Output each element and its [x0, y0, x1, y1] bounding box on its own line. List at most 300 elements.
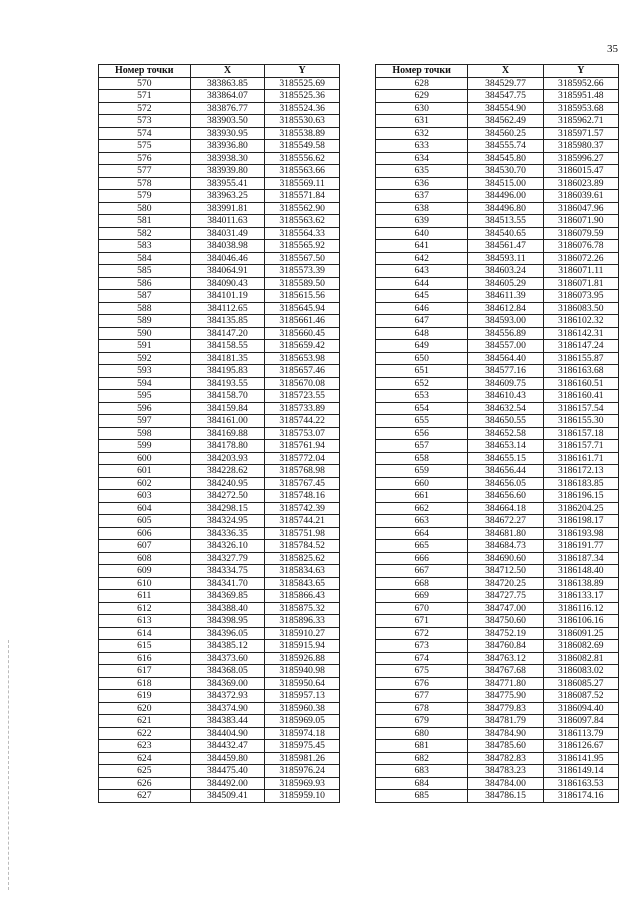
point-number-cell: 587	[99, 290, 191, 303]
point-number-cell: 596	[99, 402, 191, 415]
point-number-cell: 659	[376, 465, 468, 478]
x-coordinate-cell: 384747.00	[468, 602, 543, 615]
point-number-cell: 595	[99, 390, 191, 403]
point-number-cell: 572	[99, 102, 191, 115]
y-coordinate-cell: 3185562.90	[265, 202, 340, 215]
point-number-cell: 679	[376, 715, 468, 728]
table-row	[376, 302, 619, 315]
x-coordinate-cell: 384161.00	[190, 415, 265, 428]
table-row	[99, 215, 340, 228]
x-coordinate-cell: 384372.93	[190, 690, 265, 703]
point-number-cell: 682	[376, 752, 468, 765]
point-number-cell: 640	[376, 227, 468, 240]
point-number-cell: 581	[99, 215, 191, 228]
table-row	[376, 677, 619, 690]
point-number-cell: 584	[99, 252, 191, 265]
x-coordinate-cell: 384324.95	[190, 515, 265, 528]
y-coordinate-cell: 3185563.62	[265, 215, 340, 228]
y-coordinate-cell: 3185969.05	[265, 715, 340, 728]
x-coordinate-cell: 384656.44	[468, 465, 543, 478]
x-coordinate-cell: 384031.49	[190, 227, 265, 240]
point-number-cell: 683	[376, 765, 468, 778]
y-coordinate-cell: 3185953.68	[543, 102, 618, 115]
header-y: Y	[543, 65, 618, 78]
x-coordinate-cell: 384557.00	[468, 340, 543, 353]
y-coordinate-cell: 3185753.07	[265, 427, 340, 440]
y-coordinate-cell: 3185645.94	[265, 302, 340, 315]
y-coordinate-cell: 3185573.39	[265, 265, 340, 278]
x-coordinate-cell: 384781.79	[468, 715, 543, 728]
point-number-cell: 582	[99, 227, 191, 240]
y-coordinate-cell: 3185866.43	[265, 590, 340, 603]
x-coordinate-cell: 384159.84	[190, 402, 265, 415]
x-coordinate-cell: 384603.24	[468, 265, 543, 278]
y-coordinate-cell: 3185915.94	[265, 640, 340, 653]
table-row	[376, 752, 619, 765]
point-number-cell: 607	[99, 540, 191, 553]
y-coordinate-cell: 3185670.08	[265, 377, 340, 390]
x-coordinate-cell: 384547.75	[468, 90, 543, 103]
table-row	[376, 452, 619, 465]
table-row	[376, 252, 619, 265]
x-coordinate-cell: 384545.80	[468, 152, 543, 165]
y-coordinate-cell: 3186083.50	[543, 302, 618, 315]
x-coordinate-cell: 384038.98	[190, 240, 265, 253]
table-row	[376, 702, 619, 715]
y-coordinate-cell: 3186161.71	[543, 452, 618, 465]
y-coordinate-cell: 3186187.34	[543, 552, 618, 565]
y-coordinate-cell: 3185825.62	[265, 552, 340, 565]
point-number-cell: 630	[376, 102, 468, 115]
x-coordinate-cell: 384475.40	[190, 765, 265, 778]
y-coordinate-cell: 3186147.24	[543, 340, 618, 353]
point-number-cell: 635	[376, 165, 468, 178]
table-row	[376, 440, 619, 453]
x-coordinate-cell: 384653.14	[468, 440, 543, 453]
table-row	[99, 502, 340, 515]
x-coordinate-cell: 384298.15	[190, 502, 265, 515]
x-coordinate-cell: 384195.83	[190, 365, 265, 378]
x-coordinate-cell: 384561.47	[468, 240, 543, 253]
y-coordinate-cell: 3185975.45	[265, 740, 340, 753]
point-number-cell: 612	[99, 602, 191, 615]
table-row	[376, 152, 619, 165]
y-coordinate-cell: 3186102.32	[543, 315, 618, 328]
point-number-cell: 628	[376, 77, 468, 90]
table-row	[376, 427, 619, 440]
y-coordinate-cell: 3186082.69	[543, 640, 618, 653]
y-coordinate-cell: 3185525.69	[265, 77, 340, 90]
header-point-number: Номер точки	[376, 65, 468, 78]
x-coordinate-cell: 384135.85	[190, 315, 265, 328]
table-row	[99, 777, 340, 790]
point-number-cell: 625	[99, 765, 191, 778]
x-coordinate-cell: 383864.07	[190, 90, 265, 103]
table-row	[376, 365, 619, 378]
point-number-cell: 654	[376, 402, 468, 415]
table-row	[376, 140, 619, 153]
table-row	[99, 590, 340, 603]
x-coordinate-cell: 384459.80	[190, 752, 265, 765]
point-number-cell: 648	[376, 327, 468, 340]
y-coordinate-cell: 3185589.50	[265, 277, 340, 290]
table-row	[376, 227, 619, 240]
x-coordinate-cell: 384090.43	[190, 277, 265, 290]
x-coordinate-cell: 384775.90	[468, 690, 543, 703]
x-coordinate-cell: 384540.65	[468, 227, 543, 240]
point-number-cell: 646	[376, 302, 468, 315]
x-coordinate-cell: 383963.25	[190, 190, 265, 203]
x-coordinate-cell: 384398.95	[190, 615, 265, 628]
table-row	[376, 665, 619, 678]
table-row	[376, 277, 619, 290]
header-point-number: Номер точки	[99, 65, 191, 78]
table-row	[99, 765, 340, 778]
y-coordinate-cell: 3185981.26	[265, 752, 340, 765]
table-row	[376, 102, 619, 115]
y-coordinate-cell: 3186079.59	[543, 227, 618, 240]
point-number-cell: 652	[376, 377, 468, 390]
point-number-cell: 589	[99, 315, 191, 328]
point-number-cell: 639	[376, 215, 468, 228]
table-row	[99, 102, 340, 115]
table-row	[376, 265, 619, 278]
table-body-left	[99, 77, 340, 802]
point-number-cell: 618	[99, 677, 191, 690]
page-number: 35	[607, 43, 618, 55]
x-coordinate-cell: 384193.55	[190, 377, 265, 390]
table-row	[99, 665, 340, 678]
table-row	[99, 177, 340, 190]
table-row	[376, 652, 619, 665]
y-coordinate-cell: 3185910.27	[265, 627, 340, 640]
x-coordinate-cell: 384610.43	[468, 390, 543, 403]
y-coordinate-cell: 3185564.33	[265, 227, 340, 240]
x-coordinate-cell: 384650.55	[468, 415, 543, 428]
table-row	[99, 315, 340, 328]
point-number-cell: 669	[376, 590, 468, 603]
y-coordinate-cell: 3185569.11	[265, 177, 340, 190]
x-coordinate-cell: 384496.00	[468, 190, 543, 203]
x-coordinate-cell: 384336.35	[190, 527, 265, 540]
point-number-cell: 608	[99, 552, 191, 565]
point-number-cell: 583	[99, 240, 191, 253]
table-row	[99, 377, 340, 390]
table-row	[99, 190, 340, 203]
y-coordinate-cell: 3185980.37	[543, 140, 618, 153]
table-row	[376, 502, 619, 515]
table-row	[376, 340, 619, 353]
table-row	[99, 252, 340, 265]
x-coordinate-cell: 384112.65	[190, 302, 265, 315]
point-number-cell: 605	[99, 515, 191, 528]
y-coordinate-cell: 3185996.27	[543, 152, 618, 165]
x-coordinate-cell: 384564.40	[468, 352, 543, 365]
x-coordinate-cell: 384632.54	[468, 402, 543, 415]
x-coordinate-cell: 384555.74	[468, 140, 543, 153]
point-number-cell: 619	[99, 690, 191, 703]
y-coordinate-cell: 3186160.51	[543, 377, 618, 390]
x-coordinate-cell: 384334.75	[190, 565, 265, 578]
x-coordinate-cell: 384684.73	[468, 540, 543, 553]
x-coordinate-cell: 384712.50	[468, 565, 543, 578]
table-row	[99, 340, 340, 353]
table-row	[99, 790, 340, 803]
point-number-cell: 631	[376, 115, 468, 128]
point-number-cell: 593	[99, 365, 191, 378]
y-coordinate-cell: 3186172.13	[543, 465, 618, 478]
table-row	[99, 452, 340, 465]
x-coordinate-cell: 383863.85	[190, 77, 265, 90]
x-coordinate-cell: 384727.75	[468, 590, 543, 603]
point-number-cell: 633	[376, 140, 468, 153]
x-coordinate-cell: 384767.68	[468, 665, 543, 678]
point-number-cell: 603	[99, 490, 191, 503]
point-number-cell: 650	[376, 352, 468, 365]
x-coordinate-cell: 384496.80	[468, 202, 543, 215]
x-coordinate-cell: 384611.39	[468, 290, 543, 303]
table-row	[99, 690, 340, 703]
point-number-cell: 658	[376, 452, 468, 465]
x-coordinate-cell: 384760.84	[468, 640, 543, 653]
point-number-cell: 666	[376, 552, 468, 565]
table-row	[99, 152, 340, 165]
y-coordinate-cell: 3186183.85	[543, 477, 618, 490]
x-coordinate-cell: 384752.19	[468, 627, 543, 640]
x-coordinate-cell: 384326.10	[190, 540, 265, 553]
table-row	[376, 390, 619, 403]
table-row	[376, 190, 619, 203]
x-coordinate-cell: 384158.55	[190, 340, 265, 353]
table-row	[99, 615, 340, 628]
point-number-cell: 684	[376, 777, 468, 790]
point-number-cell: 597	[99, 415, 191, 428]
y-coordinate-cell: 3185768.98	[265, 465, 340, 478]
point-number-cell: 590	[99, 327, 191, 340]
table-row	[376, 402, 619, 415]
table-row	[99, 352, 340, 365]
point-number-cell: 641	[376, 240, 468, 253]
y-coordinate-cell: 3186085.27	[543, 677, 618, 690]
point-number-cell: 653	[376, 390, 468, 403]
y-coordinate-cell: 3185653.98	[265, 352, 340, 365]
point-number-cell: 601	[99, 465, 191, 478]
x-coordinate-cell: 384605.29	[468, 277, 543, 290]
table-row	[376, 377, 619, 390]
margin-scan-mark	[8, 640, 9, 890]
header-x: X	[468, 65, 543, 78]
point-number-cell: 588	[99, 302, 191, 315]
table-row	[99, 127, 340, 140]
table-row	[376, 640, 619, 653]
y-coordinate-cell: 3185744.22	[265, 415, 340, 428]
point-number-cell: 665	[376, 540, 468, 553]
y-coordinate-cell: 3185567.50	[265, 252, 340, 265]
y-coordinate-cell: 3186071.81	[543, 277, 618, 290]
point-number-cell: 602	[99, 477, 191, 490]
point-number-cell: 604	[99, 502, 191, 515]
point-number-cell: 681	[376, 740, 468, 753]
x-coordinate-cell: 384656.60	[468, 490, 543, 503]
table-row	[376, 540, 619, 553]
y-coordinate-cell: 3185950.64	[265, 677, 340, 690]
y-coordinate-cell: 3185549.58	[265, 140, 340, 153]
point-number-cell: 651	[376, 365, 468, 378]
x-coordinate-cell: 384664.18	[468, 502, 543, 515]
y-coordinate-cell: 3186163.53	[543, 777, 618, 790]
y-coordinate-cell: 3185952.66	[543, 77, 618, 90]
y-coordinate-cell: 3186191.77	[543, 540, 618, 553]
table-row	[99, 490, 340, 503]
point-number-cell: 636	[376, 177, 468, 190]
y-coordinate-cell: 3186204.25	[543, 502, 618, 515]
y-coordinate-cell: 3186155.87	[543, 352, 618, 365]
point-number-cell: 606	[99, 527, 191, 540]
table-row	[376, 777, 619, 790]
point-number-cell: 609	[99, 565, 191, 578]
x-coordinate-cell: 384064.91	[190, 265, 265, 278]
point-number-cell: 680	[376, 727, 468, 740]
point-number-cell: 629	[376, 90, 468, 103]
point-number-cell: 623	[99, 740, 191, 753]
point-number-cell: 570	[99, 77, 191, 90]
point-number-cell: 660	[376, 477, 468, 490]
point-number-cell: 575	[99, 140, 191, 153]
y-coordinate-cell: 3185875.32	[265, 602, 340, 615]
x-coordinate-cell: 384515.00	[468, 177, 543, 190]
y-coordinate-cell: 3185751.98	[265, 527, 340, 540]
x-coordinate-cell: 384784.90	[468, 727, 543, 740]
y-coordinate-cell: 3186160.41	[543, 390, 618, 403]
y-coordinate-cell: 3186039.61	[543, 190, 618, 203]
coordinates-table-right	[375, 64, 619, 803]
x-coordinate-cell: 384046.46	[190, 252, 265, 265]
y-coordinate-cell: 3186142.31	[543, 327, 618, 340]
point-number-cell: 571	[99, 90, 191, 103]
point-number-cell: 663	[376, 515, 468, 528]
table-row	[99, 290, 340, 303]
table-row	[376, 615, 619, 628]
table-row	[376, 165, 619, 178]
x-coordinate-cell: 384178.80	[190, 440, 265, 453]
table-row	[99, 540, 340, 553]
point-number-cell: 642	[376, 252, 468, 265]
x-coordinate-cell: 384784.00	[468, 777, 543, 790]
y-coordinate-cell: 3186087.52	[543, 690, 618, 703]
x-coordinate-cell: 384763.12	[468, 652, 543, 665]
point-number-cell: 667	[376, 565, 468, 578]
y-coordinate-cell: 3186198.17	[543, 515, 618, 528]
point-number-cell: 616	[99, 652, 191, 665]
x-coordinate-cell: 384509.41	[190, 790, 265, 803]
x-coordinate-cell: 384529.77	[468, 77, 543, 90]
x-coordinate-cell: 383991.81	[190, 202, 265, 215]
table-header-row	[99, 65, 340, 78]
y-coordinate-cell: 3185767.45	[265, 477, 340, 490]
y-coordinate-cell: 3186047.96	[543, 202, 618, 215]
table-row	[99, 627, 340, 640]
y-coordinate-cell: 3186163.68	[543, 365, 618, 378]
table-row	[99, 715, 340, 728]
x-coordinate-cell: 384341.70	[190, 577, 265, 590]
table-row	[376, 590, 619, 603]
point-number-cell: 661	[376, 490, 468, 503]
x-coordinate-cell: 384385.12	[190, 640, 265, 653]
point-number-cell: 610	[99, 577, 191, 590]
table-row	[99, 652, 340, 665]
point-number-cell: 638	[376, 202, 468, 215]
x-coordinate-cell: 384383.44	[190, 715, 265, 728]
x-coordinate-cell: 384530.70	[468, 165, 543, 178]
y-coordinate-cell: 3186094.40	[543, 702, 618, 715]
x-coordinate-cell: 384786.15	[468, 790, 543, 803]
table-row	[376, 477, 619, 490]
point-number-cell: 649	[376, 340, 468, 353]
table-row	[99, 465, 340, 478]
y-coordinate-cell: 3186072.26	[543, 252, 618, 265]
table-row	[376, 315, 619, 328]
table-row	[376, 490, 619, 503]
point-number-cell: 637	[376, 190, 468, 203]
table-row	[376, 77, 619, 90]
y-coordinate-cell: 3186106.16	[543, 615, 618, 628]
table-row	[99, 365, 340, 378]
point-number-cell: 677	[376, 690, 468, 703]
x-coordinate-cell: 384593.11	[468, 252, 543, 265]
point-number-cell: 668	[376, 577, 468, 590]
table-row	[99, 565, 340, 578]
x-coordinate-cell: 384158.70	[190, 390, 265, 403]
y-coordinate-cell: 3185957.13	[265, 690, 340, 703]
table-row	[376, 627, 619, 640]
table-row	[99, 327, 340, 340]
table-row	[376, 127, 619, 140]
table-row	[376, 765, 619, 778]
header-y: Y	[265, 65, 340, 78]
table-body-right	[376, 77, 619, 802]
y-coordinate-cell: 3185530.63	[265, 115, 340, 128]
y-coordinate-cell: 3186157.54	[543, 402, 618, 415]
x-coordinate-cell: 384388.40	[190, 602, 265, 615]
point-number-cell: 662	[376, 502, 468, 515]
table-row	[99, 740, 340, 753]
table-row	[99, 402, 340, 415]
x-coordinate-cell: 384785.60	[468, 740, 543, 753]
y-coordinate-cell: 3186097.84	[543, 715, 618, 728]
y-coordinate-cell: 3186091.25	[543, 627, 618, 640]
x-coordinate-cell: 384432.47	[190, 740, 265, 753]
point-number-cell: 655	[376, 415, 468, 428]
x-coordinate-cell: 384203.93	[190, 452, 265, 465]
x-coordinate-cell: 384771.80	[468, 677, 543, 690]
point-number-cell: 685	[376, 790, 468, 803]
x-coordinate-cell: 384656.05	[468, 477, 543, 490]
y-coordinate-cell: 3185969.93	[265, 777, 340, 790]
point-number-cell: 675	[376, 665, 468, 678]
x-coordinate-cell: 384612.84	[468, 302, 543, 315]
y-coordinate-cell: 3186149.14	[543, 765, 618, 778]
y-coordinate-cell: 3186071.11	[543, 265, 618, 278]
y-coordinate-cell: 3185960.38	[265, 702, 340, 715]
point-number-cell: 673	[376, 640, 468, 653]
point-number-cell: 573	[99, 115, 191, 128]
y-coordinate-cell: 3185974.18	[265, 727, 340, 740]
y-coordinate-cell: 3186113.79	[543, 727, 618, 740]
coordinates-table-left	[98, 64, 340, 803]
x-coordinate-cell: 384369.00	[190, 677, 265, 690]
y-coordinate-cell: 3186015.47	[543, 165, 618, 178]
y-coordinate-cell: 3185661.46	[265, 315, 340, 328]
